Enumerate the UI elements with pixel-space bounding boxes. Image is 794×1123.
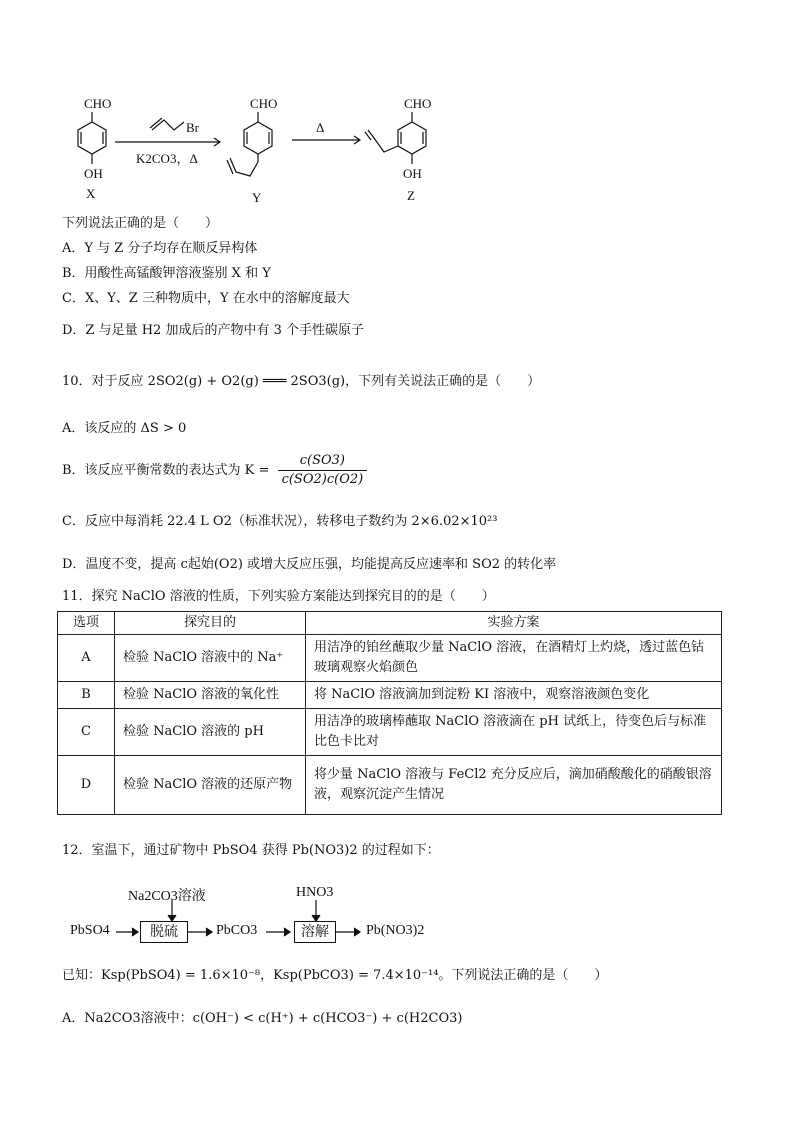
table-row	[58, 635, 722, 682]
q10-option-a: A．该反应的 ΔS > 0	[62, 421, 187, 436]
z-cho-label: CHO	[404, 96, 432, 111]
q12-stem: 12．室温下，通过矿物中 PbSO4 获得 Pb(NO3)2 的过程如下：	[62, 843, 440, 858]
table-header-row	[58, 612, 722, 635]
row-plan: 将少量 NaClO 溶液与 FeCl2 充分反应后，滴加硝酸酸化的硝酸银溶液，观察沉淀产生情况	[306, 756, 722, 815]
q9-option-d: D．Z 与足量 H2 加成后的产物中有 3 个手性碳原子	[62, 323, 364, 338]
flow-start: PbSO4	[70, 923, 110, 938]
q9-option-a: A．Y 与 Z 分子均存在顺反异构体	[62, 241, 258, 256]
x-oh-label: OH	[84, 166, 103, 181]
x-compound-label: X	[86, 186, 96, 201]
row-goal: 检验 NaClO 溶液中的 Na⁺	[115, 635, 306, 682]
row-option: B	[58, 682, 115, 709]
flow-box-dissolve: 溶解	[294, 921, 336, 943]
row-goal: 检验 NaClO 溶液的还原产物	[115, 756, 306, 815]
q10-option-c: C．反应中每消耗 22.4 L O2（标准状况），转移电子数约为 2×6.02×10²³	[62, 514, 498, 529]
heat-label: Δ	[316, 120, 325, 135]
reagent-br-label: Br	[186, 120, 199, 135]
allyl-bromide	[152, 120, 184, 130]
flow-end: Pb(NO3)2	[366, 923, 425, 938]
row-plan: 用洁净的铂丝蘸取少量 NaClO 溶液，在酒精灯上灼烧，透过蓝色钴玻璃观察火焰颜色	[306, 635, 722, 682]
z-compound-label: Z	[407, 188, 415, 203]
compound-y-ring	[244, 122, 272, 154]
row-goal: 检验 NaClO 溶液的 pH	[115, 709, 306, 756]
q9-option-b: B．用酸性高锰酸钾溶液鉴别 X 和 Y	[62, 266, 271, 281]
q10-option-d: D．温度不变，提高 c起始(O2) 或增大反应压强，均能提高反应速率和 SO2 的转化率	[62, 557, 557, 572]
q12-option-a: A．Na2CO3溶液中：c(OH⁻) < c(H⁺) + c(HCO3⁻) + c(H2CO3)	[62, 1011, 463, 1026]
q10-option-b	[62, 452, 367, 489]
flow-box-desulfurize: 脱硫	[140, 921, 188, 943]
flow-reagent-2: HNO3	[296, 885, 334, 900]
q11-stem: 11．探究 NaClO 溶液的性质，下列实验方案能达到探究目的的是（ ）	[62, 589, 495, 604]
compound-z-ring	[398, 122, 426, 154]
row-option: D	[58, 756, 115, 815]
q10-stem: 10．对于反应 2SO2(g) + O2(g) ═══ 2SO3(g)，下列有关说法正确的是（ ）	[62, 374, 541, 389]
header-option: 选项	[58, 612, 115, 635]
flow-reagent-1: Na2CO3溶液	[128, 889, 206, 904]
row-plan: 用洁净的玻璃棒蘸取 NaClO 溶液滴在 pH 试纸上，待变色后与标准比色卡比对	[306, 709, 722, 756]
header-plan: 实验方案	[306, 612, 722, 635]
equilibrium-fraction	[278, 452, 368, 489]
q12-known: 已知：Ksp(PbSO4) = 1.6×10⁻⁸，Ksp(PbCO3) = 7.4×10⁻¹⁴。下列说法正确的是（ ）	[62, 968, 608, 983]
z-oh-label: OH	[403, 166, 422, 181]
flow-mid: PbCO3	[216, 923, 258, 938]
reagent-conditions-label: K2CO3，Δ	[136, 151, 198, 166]
table-row	[58, 709, 722, 756]
fraction-numerator: c(SO3)	[278, 452, 368, 471]
q9-option-c: C．X、Y、Z 三种物质中，Y 在水中的溶解度最大	[62, 291, 350, 306]
q9-stem: 下列说法正确的是（ ）	[62, 216, 219, 231]
fraction-denominator: c(SO2)c(O2)	[281, 472, 364, 487]
row-goal: 检验 NaClO 溶液的氧化性	[115, 682, 306, 709]
experiment-table	[57, 611, 722, 815]
y-compound-label: Y	[252, 190, 262, 205]
compound-x-ring	[78, 122, 106, 154]
header-goal: 探究目的	[115, 612, 306, 635]
row-option: C	[58, 709, 115, 756]
x-cho-label: CHO	[84, 96, 112, 111]
row-plan: 将 NaClO 溶液滴加到淀粉 KI 溶液中，观察溶液颜色变化	[306, 682, 722, 709]
table-row	[58, 682, 722, 709]
q10-option-b-prefix: B．该反应平衡常数的表达式为 K =	[62, 463, 270, 478]
process-flow-arrows	[60, 880, 440, 950]
y-cho-label: CHO	[250, 96, 278, 111]
table-row	[58, 756, 722, 815]
row-option: A	[58, 635, 115, 682]
